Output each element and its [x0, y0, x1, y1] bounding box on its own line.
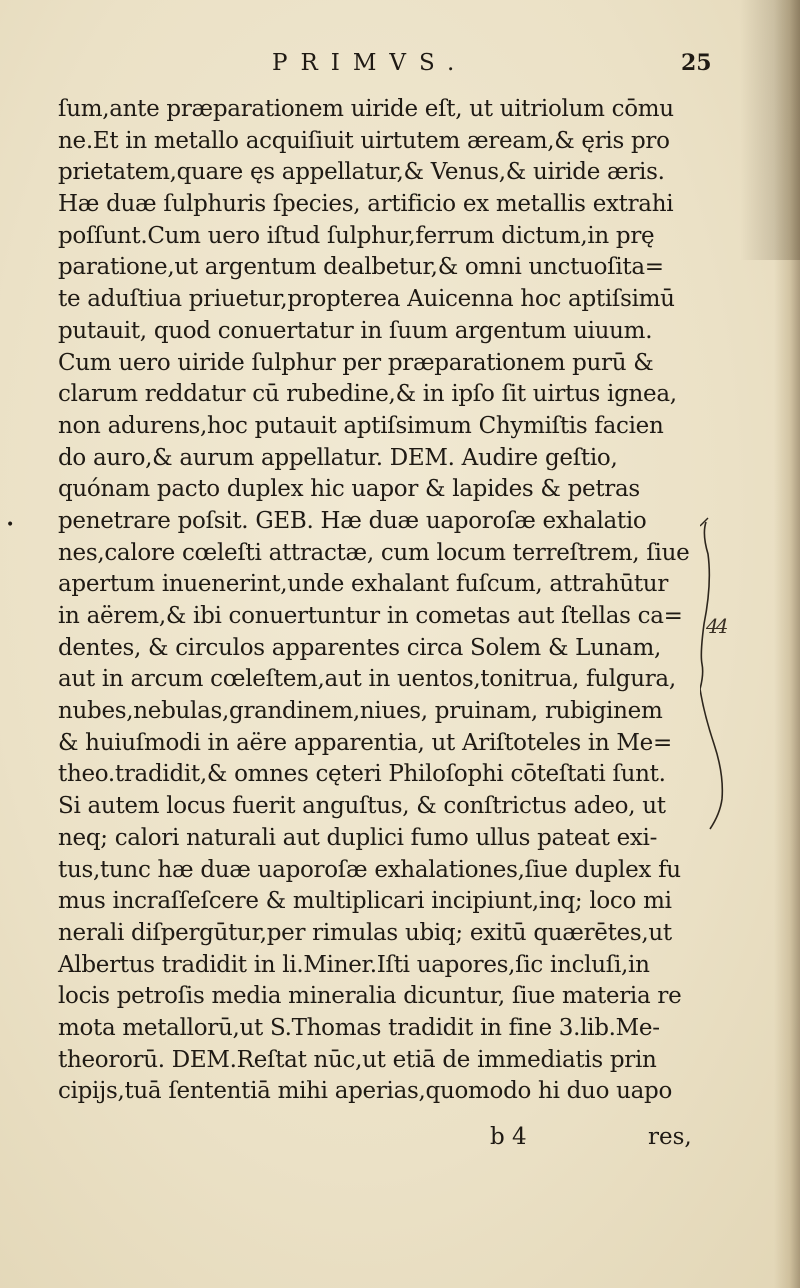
text-line: prietatem,quare ęs appellatur,& Venus,& uiride æris.	[58, 159, 665, 186]
body-text	[58, 94, 698, 1108]
text-line: mota metallorū,ut S.Thomas tradidit in fine 3.lib.Me-	[58, 1014, 660, 1041]
text-line: Hæ duæ ſulphuris ſpecies, artificio ex metallis extrahi	[58, 191, 674, 218]
signature-mark: b 4	[490, 1124, 527, 1150]
text-line: locis petroſis media mineralia dicuntur, ſiue materia re	[58, 983, 682, 1010]
text-line: Albertus tradidit in li.Miner.Iſti uapores,ſic incluſi,in	[58, 951, 650, 978]
text-line: cipijs,tuā ſententiā mihi aperias,quomodo hi duo uapo	[58, 1078, 673, 1105]
catchword: res,	[648, 1124, 692, 1150]
text-line: Cum uero uiride ſulphur per præparationem purū &	[58, 349, 654, 376]
text-line: theo.tradidit,& omnes cęteri Philoſophi cōteſtati ſunt.	[58, 761, 666, 788]
text-line: putauit, quod conuertatur in ſuum argentum uiuum.	[58, 317, 653, 344]
text-line: mus incraſſeſcere & multiplicari incipiunt,inq; loco mi	[58, 888, 672, 915]
text-line: ne.Et in metallo acquiſiuit uirtutem æream,& ęris pro	[58, 127, 670, 154]
text-line: aut in arcum cœleſtem,aut in uentos,tonitrua, fulgura,	[58, 666, 676, 693]
text-line: clarum reddatur cū rubedine,& in ipſo ſit uirtus ignea,	[58, 381, 677, 408]
text-line: theororū. DEM.Reſtat nūc,ut etiā de immediatis prin	[58, 1046, 657, 1073]
text-line: & huiuſmodi in aëre apparentia, ut Ariſtoteles in Me=	[58, 729, 672, 756]
text-line: poſſunt.Cum uero iſtud ſulphur,ferrum dictum,in prę	[58, 222, 655, 249]
text-line: nes,calore cœleſti attractæ, cum locum terreſtrem, ſiue	[58, 539, 690, 566]
text-line: in aërem,& ibi conuertuntur in cometas aut ſtellas ca=	[58, 603, 683, 629]
text-line: non adurens,hoc putauit aptiſsimum Chymiſtis facien	[58, 412, 664, 439]
text-line: paratione,ut argentum dealbetur,& omni unctuoſita=	[58, 254, 664, 281]
folio-number: 25	[681, 50, 712, 76]
text-line: do auro,& aurum appellatur. DEM. Audire geſtio,	[58, 444, 618, 471]
text-line: nubes,nebulas,grandinem,niues, pruinam, rubiginem	[58, 698, 663, 725]
text-line: ſum,ante præparationem uiride eſt, ut uitriolum cōmu	[58, 96, 674, 122]
text-line: Si autem locus fuerit anguſtus, & conſtrictus adeo, ut	[58, 793, 666, 820]
margin-note-number: 44	[706, 614, 726, 638]
margin-mark: •	[6, 517, 15, 533]
text-line: neq; calori naturali aut duplici fumo ullus pateat exi-	[58, 824, 658, 851]
text-line: quónam pacto duplex hic uapor & lapides & petras	[58, 476, 640, 503]
margin-bracket	[700, 514, 770, 834]
running-head	[0, 50, 800, 84]
page-corner-stain	[740, 0, 800, 260]
text-line: dentes, & circulos apparentes circa Solem & Lunam,	[58, 634, 662, 661]
text-line: penetrare poſsit. GEB. Hæ duæ uaporoſæ exhalatio	[58, 507, 647, 534]
text-line: tus,tunc hæ duæ uaporoſæ exhalationes,ſiue duplex fu	[58, 856, 681, 883]
page-footer	[0, 1124, 800, 1156]
running-title: PRIMVS.	[272, 50, 468, 76]
text-line: nerali diſpergūtur,per rimulas ubiq; exitū quærētes,ut	[58, 919, 672, 946]
text-line: apertum inuenerint,unde exhalant fuſcum, attrahūtur	[58, 571, 669, 598]
text-line: te aduſtiua priuetur,propterea Auicenna hoc aptiſsimū	[58, 286, 675, 313]
